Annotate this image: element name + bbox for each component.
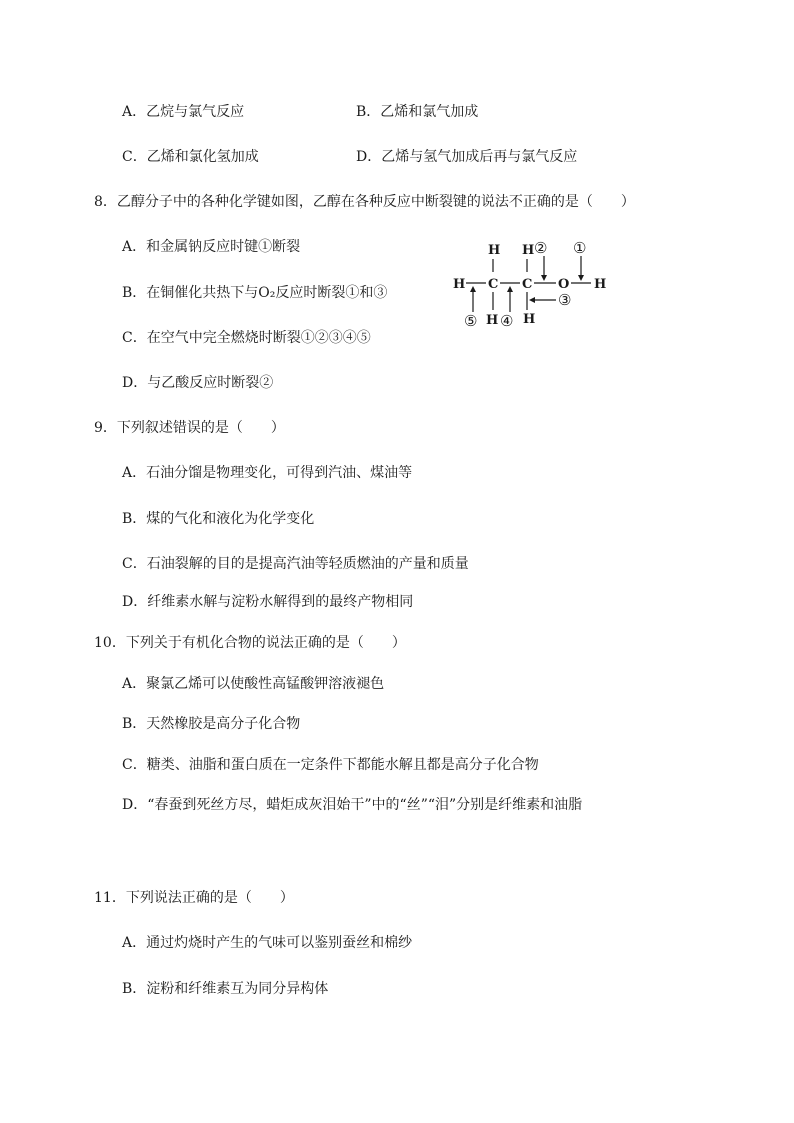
q11-stem: 11．下列说法正确的是（ ） — [94, 890, 294, 906]
atom-c2: C — [522, 277, 533, 292]
q7-option-a: A．乙烷与氯气反应 — [122, 104, 245, 120]
q8-option-c: C．在空气中完全燃烧时断裂①②③④⑤ — [122, 330, 371, 346]
q9-stem: 9．下列叙述错误的是（ ） — [94, 420, 285, 436]
atom-h-c2-bottom: H — [523, 312, 536, 327]
atom-h-left: H — [453, 277, 466, 292]
q10-option-a: A．聚氯乙烯可以使酸性高锰酸钾溶液褪色 — [122, 676, 385, 692]
q10-option-b: B．天然橡胶是高分子化合物 — [122, 716, 301, 732]
q7-option-c: C．乙烯和氯化氢加成 — [122, 149, 259, 165]
bond-label-4: ④ — [500, 312, 514, 330]
bond-label-2: ② — [534, 239, 548, 257]
ethanol-bond-structure — [448, 234, 618, 334]
atom-c1: C — [488, 277, 499, 292]
arrowhead-1 — [578, 275, 584, 281]
q10-stem: 10．下列关于有机化合物的说法正确的是（ ） — [94, 635, 406, 651]
arrowhead-4 — [507, 286, 513, 292]
q8-option-d: D．与乙酸反应时断裂② — [122, 375, 274, 391]
arrowhead-5 — [470, 286, 476, 292]
q7-option-d: D．乙烯与氢气加成后再与氯气反应 — [356, 149, 578, 165]
bond-label-1: ① — [573, 239, 587, 257]
atom-h-c1-bottom: H — [486, 313, 499, 328]
q9-option-b: B．煤的气化和液化为化学变化 — [122, 511, 315, 527]
bond-label-3: ③ — [558, 291, 572, 309]
q8-option-a: A．和金属钠反应时键①断裂 — [122, 239, 301, 255]
q9-option-d: D．纤维素水解与淀粉水解得到的最终产物相同 — [122, 594, 414, 610]
q10-option-d: D．“春蚕到死丝方尽，蜡炬成灰泪始干”中的“丝”“泪”分别是纤维素和油脂 — [122, 797, 583, 813]
atom-h-c1-top: H — [488, 243, 501, 258]
atom-h-hydroxyl: H — [594, 277, 607, 292]
q11-option-b: B．淀粉和纤维素互为同分异构体 — [122, 981, 329, 997]
q11-option-a: A．通过灼烧时产生的气味可以鉴别蚕丝和棉纱 — [122, 935, 413, 951]
q8-option-b: B．在铜催化共热下与O₂反应时断裂①和③ — [122, 285, 388, 301]
arrowhead-2 — [541, 275, 547, 281]
q9-option-c: C．石油裂解的目的是提高汽油等轻质燃油的产量和质量 — [122, 556, 469, 572]
arrowhead-3 — [529, 297, 535, 303]
q10-option-c: C．糖类、油脂和蛋白质在一定条件下都能水解且都是高分子化合物 — [122, 757, 539, 773]
q8-stem: 8．乙醇分子中的各种化学键如图，乙醇在各种反应中断裂键的说法不正确的是（ ） — [94, 194, 635, 210]
bond-label-5: ⑤ — [464, 312, 478, 330]
atom-o: O — [558, 277, 570, 292]
q7-option-b: B．乙烯和氯气加成 — [356, 104, 479, 120]
atom-h-c2-top: H — [522, 243, 535, 258]
q9-option-a: A．石油分馏是物理变化，可得到汽油、煤油等 — [122, 465, 413, 481]
